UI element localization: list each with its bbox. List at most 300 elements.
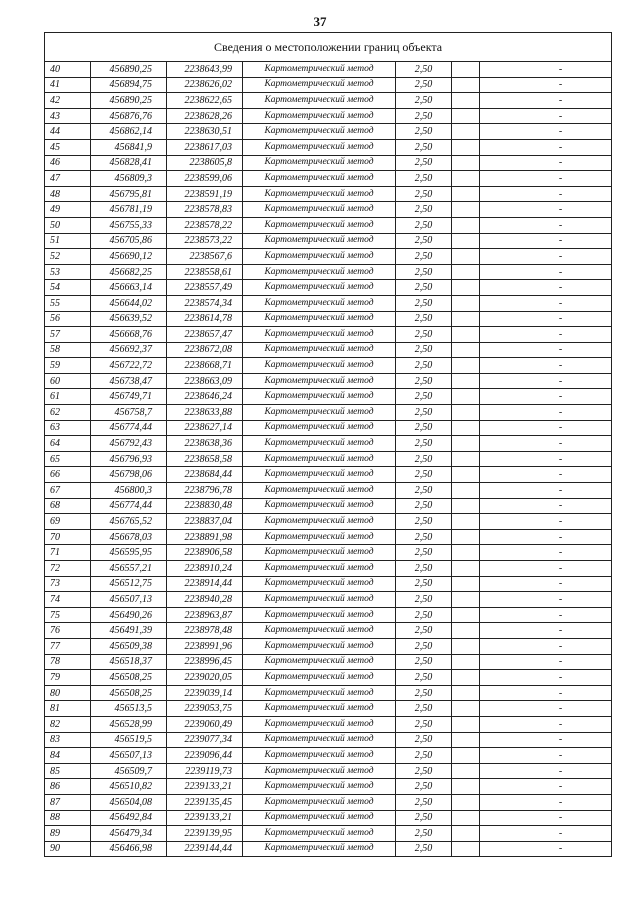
table-row [45,561,612,577]
method-cell: Картометрический метод [243,810,396,826]
table-row [45,295,612,311]
x-coordinate-cell: 456890,25 [91,93,167,109]
x-coordinate-cell: 456490,26 [91,607,167,623]
note-cell: - [480,405,612,421]
point-number-cell: 86 [45,779,91,795]
method-cell: Картометрический метод [243,171,396,187]
note-cell: - [480,451,612,467]
point-number-cell: 71 [45,545,91,561]
table-row [45,155,612,171]
method-cell: Картометрический метод [243,592,396,608]
method-cell: Картометрический метод [243,202,396,218]
empty-cell [452,62,480,78]
accuracy-cell: 2,50 [396,217,452,233]
table-row [45,93,612,109]
accuracy-cell: 2,50 [396,529,452,545]
method-cell: Картометрический метод [243,342,396,358]
method-cell: Картометрический метод [243,514,396,530]
note-cell: - [480,561,612,577]
method-cell: Картометрический метод [243,763,396,779]
empty-cell [452,217,480,233]
y-coordinate-cell: 2238914,44 [167,576,243,592]
y-coordinate-cell: 2238668,71 [167,358,243,374]
y-coordinate-cell: 2238622,65 [167,93,243,109]
x-coordinate-cell: 456890,25 [91,62,167,78]
empty-cell [452,389,480,405]
note-cell: - [480,139,612,155]
y-coordinate-cell: 2238605,8 [167,155,243,171]
note-cell: - [480,311,612,327]
table-row [45,420,612,436]
y-coordinate-cell: 2239060,49 [167,716,243,732]
method-cell: Картометрический метод [243,405,396,421]
note-cell: - [480,295,612,311]
x-coordinate-cell: 456513,5 [91,701,167,717]
table-row [45,186,612,202]
y-coordinate-cell: 2238574,34 [167,295,243,311]
y-coordinate-cell: 2238633,88 [167,405,243,421]
point-number-cell: 62 [45,405,91,421]
point-number-cell: 42 [45,93,91,109]
note-cell: - [480,763,612,779]
y-coordinate-cell: 2238978,48 [167,623,243,639]
method-cell: Картометрический метод [243,841,396,857]
note-cell: - [480,108,612,124]
x-coordinate-cell: 456682,25 [91,264,167,280]
note-cell: - [480,670,612,686]
y-coordinate-cell: 2238617,03 [167,139,243,155]
empty-cell [452,93,480,109]
x-coordinate-cell: 456841,9 [91,139,167,155]
x-coordinate-cell: 456519,5 [91,732,167,748]
method-cell: Картометрический метод [243,576,396,592]
x-coordinate-cell: 456508,25 [91,670,167,686]
empty-cell [452,561,480,577]
x-coordinate-cell: 456512,75 [91,576,167,592]
method-cell: Картометрический метод [243,62,396,78]
table-row [45,623,612,639]
table-body [45,62,612,857]
x-coordinate-cell: 456509,7 [91,763,167,779]
accuracy-cell: 2,50 [396,108,452,124]
note-cell: - [480,249,612,265]
note-cell: - [480,93,612,109]
note-cell: - [480,514,612,530]
table-row [45,264,612,280]
accuracy-cell: 2,50 [396,607,452,623]
x-coordinate-cell: 456507,13 [91,748,167,764]
empty-cell [452,794,480,810]
accuracy-cell: 2,50 [396,233,452,249]
point-number-cell: 43 [45,108,91,124]
x-coordinate-cell: 456796,93 [91,451,167,467]
point-number-cell: 90 [45,841,91,857]
point-number-cell: 67 [45,483,91,499]
empty-cell [452,327,480,343]
note-cell: - [480,607,612,623]
method-cell: Картометрический метод [243,701,396,717]
page-number: 37 [313,14,327,29]
empty-cell [452,514,480,530]
empty-cell [452,249,480,265]
x-coordinate-cell: 456504,08 [91,794,167,810]
table-row [45,233,612,249]
method-cell: Картометрический метод [243,732,396,748]
accuracy-cell: 2,50 [396,77,452,93]
point-number-cell: 41 [45,77,91,93]
accuracy-cell: 2,50 [396,794,452,810]
accuracy-cell: 2,50 [396,358,452,374]
empty-cell [452,638,480,654]
accuracy-cell: 2,50 [396,638,452,654]
x-coordinate-cell: 456798,06 [91,467,167,483]
method-cell: Картометрический метод [243,124,396,140]
empty-cell [452,592,480,608]
empty-cell [452,373,480,389]
method-cell: Картометрический метод [243,420,396,436]
note-cell: - [480,794,612,810]
y-coordinate-cell: 2239077,34 [167,732,243,748]
y-coordinate-cell: 2238558,61 [167,264,243,280]
y-coordinate-cell: 2238599,06 [167,171,243,187]
method-cell: Картометрический метод [243,93,396,109]
note-cell: - [480,716,612,732]
method-cell: Картометрический метод [243,264,396,280]
x-coordinate-cell: 456876,76 [91,108,167,124]
table-row [45,826,612,842]
empty-cell [452,124,480,140]
accuracy-cell: 2,50 [396,685,452,701]
y-coordinate-cell: 2239039,14 [167,685,243,701]
x-coordinate-cell: 456491,39 [91,623,167,639]
empty-cell [452,77,480,93]
table-row [45,77,612,93]
y-coordinate-cell: 2238557,49 [167,280,243,296]
accuracy-cell: 2,50 [396,342,452,358]
x-coordinate-cell: 456722,72 [91,358,167,374]
y-coordinate-cell: 2238573,22 [167,233,243,249]
point-number-cell: 70 [45,529,91,545]
y-coordinate-cell: 2238910,24 [167,561,243,577]
table-row [45,514,612,530]
point-number-cell: 45 [45,139,91,155]
accuracy-cell: 2,50 [396,748,452,764]
point-number-cell: 55 [45,295,91,311]
empty-cell [452,732,480,748]
point-number-cell: 76 [45,623,91,639]
y-coordinate-cell: 2238614,78 [167,311,243,327]
x-coordinate-cell: 456690,12 [91,249,167,265]
accuracy-cell: 2,50 [396,483,452,499]
empty-cell [452,280,480,296]
accuracy-cell: 2,50 [396,545,452,561]
point-number-cell: 79 [45,670,91,686]
table-row [45,249,612,265]
point-number-cell: 69 [45,514,91,530]
x-coordinate-cell: 456800,3 [91,483,167,499]
accuracy-cell: 2,50 [396,93,452,109]
note-cell: - [480,592,612,608]
y-coordinate-cell: 2238657,47 [167,327,243,343]
table-row [45,779,612,795]
x-coordinate-cell: 456663,14 [91,280,167,296]
y-coordinate-cell: 2238643,99 [167,62,243,78]
accuracy-cell: 2,50 [396,202,452,218]
note-cell: - [480,217,612,233]
x-coordinate-cell: 456738,47 [91,373,167,389]
empty-cell [452,139,480,155]
table-row [45,62,612,78]
method-cell: Картометрический метод [243,638,396,654]
accuracy-cell: 2,50 [396,139,452,155]
empty-cell [452,841,480,857]
method-cell: Картометрический метод [243,295,396,311]
accuracy-cell: 2,50 [396,186,452,202]
boundary-coordinates-table [44,32,612,857]
method-cell: Картометрический метод [243,77,396,93]
y-coordinate-cell: 2238578,83 [167,202,243,218]
y-coordinate-cell: 2239144,44 [167,841,243,857]
point-number-cell: 85 [45,763,91,779]
table-row [45,171,612,187]
table-row [45,607,612,623]
table-row [45,529,612,545]
empty-cell [452,763,480,779]
y-coordinate-cell: 2239119,73 [167,763,243,779]
table-row [45,794,612,810]
accuracy-cell: 2,50 [396,763,452,779]
x-coordinate-cell: 456774,44 [91,420,167,436]
empty-cell [452,467,480,483]
table-row [45,467,612,483]
empty-cell [452,451,480,467]
point-number-cell: 83 [45,732,91,748]
table-row [45,576,612,592]
accuracy-cell: 2,50 [396,280,452,296]
method-cell: Картометрический метод [243,826,396,842]
point-number-cell: 73 [45,576,91,592]
method-cell: Картометрический метод [243,483,396,499]
x-coordinate-cell: 456792,43 [91,436,167,452]
method-cell: Картометрический метод [243,436,396,452]
method-cell: Картометрический метод [243,561,396,577]
note-cell: - [480,732,612,748]
y-coordinate-cell: 2239133,21 [167,779,243,795]
point-number-cell: 51 [45,233,91,249]
point-number-cell: 74 [45,592,91,608]
point-number-cell: 64 [45,436,91,452]
note-cell: - [480,498,612,514]
point-number-cell: 52 [45,249,91,265]
note-cell: - [480,685,612,701]
y-coordinate-cell: 2238672,08 [167,342,243,358]
method-cell: Картометрический метод [243,451,396,467]
note-cell: - [480,186,612,202]
method-cell: Картометрический метод [243,389,396,405]
accuracy-cell: 2,50 [396,171,452,187]
x-coordinate-cell: 456795,81 [91,186,167,202]
accuracy-cell: 2,50 [396,311,452,327]
table-row [45,841,612,857]
note-cell: - [480,358,612,374]
empty-cell [452,108,480,124]
y-coordinate-cell: 2239133,21 [167,810,243,826]
table-row [45,763,612,779]
empty-cell [452,545,480,561]
note-cell: - [480,420,612,436]
method-cell: Картометрический метод [243,280,396,296]
y-coordinate-cell: 2238906,58 [167,545,243,561]
point-number-cell: 47 [45,171,91,187]
method-cell: Картометрический метод [243,779,396,795]
note-cell: - [480,545,612,561]
accuracy-cell: 2,50 [396,623,452,639]
point-number-cell: 50 [45,217,91,233]
x-coordinate-cell: 456466,98 [91,841,167,857]
accuracy-cell: 2,50 [396,732,452,748]
point-number-cell: 78 [45,654,91,670]
accuracy-cell: 2,50 [396,514,452,530]
y-coordinate-cell: 2238684,44 [167,467,243,483]
empty-cell [452,342,480,358]
table-title: Сведения о местоположении границ объекта [45,33,612,62]
table-row [45,483,612,499]
x-coordinate-cell: 456510,82 [91,779,167,795]
empty-cell [452,202,480,218]
y-coordinate-cell: 2238837,04 [167,514,243,530]
table-row [45,108,612,124]
accuracy-cell: 2,50 [396,62,452,78]
empty-cell [452,171,480,187]
y-coordinate-cell: 2239020,05 [167,670,243,686]
y-coordinate-cell: 2239053,75 [167,701,243,717]
note-cell: - [480,327,612,343]
note-cell: - [480,389,612,405]
accuracy-cell: 2,50 [396,670,452,686]
note-cell: - [480,124,612,140]
table-row [45,592,612,608]
x-coordinate-cell: 456479,34 [91,826,167,842]
accuracy-cell: 2,50 [396,498,452,514]
method-cell: Картометрический метод [243,623,396,639]
empty-cell [452,420,480,436]
table-row [45,327,612,343]
empty-cell [452,701,480,717]
point-number-cell: 82 [45,716,91,732]
method-cell: Картометрический метод [243,249,396,265]
y-coordinate-cell: 2239135,45 [167,794,243,810]
point-number-cell: 40 [45,62,91,78]
table-row [45,498,612,514]
table-row [45,638,612,654]
table-row [45,716,612,732]
accuracy-cell: 2,50 [396,467,452,483]
method-cell: Картометрический метод [243,545,396,561]
y-coordinate-cell: 2238996,45 [167,654,243,670]
accuracy-cell: 2,50 [396,561,452,577]
table-row [45,701,612,717]
method-cell: Картометрический метод [243,748,396,764]
empty-cell [452,358,480,374]
empty-cell [452,436,480,452]
y-coordinate-cell: 2238963,87 [167,607,243,623]
table-row [45,139,612,155]
x-coordinate-cell: 456749,71 [91,389,167,405]
point-number-cell: 44 [45,124,91,140]
x-coordinate-cell: 456765,52 [91,514,167,530]
point-number-cell: 56 [45,311,91,327]
y-coordinate-cell: 2238891,98 [167,529,243,545]
x-coordinate-cell: 456758,7 [91,405,167,421]
empty-cell [452,716,480,732]
point-number-cell: 77 [45,638,91,654]
accuracy-cell: 2,50 [396,451,452,467]
note-cell: - [480,483,612,499]
note-cell: - [480,77,612,93]
note-cell: - [480,342,612,358]
table-row [45,732,612,748]
note-cell: - [480,748,612,764]
accuracy-cell: 2,50 [396,826,452,842]
empty-cell [452,607,480,623]
empty-cell [452,623,480,639]
point-number-cell: 53 [45,264,91,280]
note-cell: - [480,373,612,389]
point-number-cell: 80 [45,685,91,701]
empty-cell [452,186,480,202]
note-cell: - [480,467,612,483]
note-cell: - [480,233,612,249]
accuracy-cell: 2,50 [396,436,452,452]
point-number-cell: 57 [45,327,91,343]
x-coordinate-cell: 456828,41 [91,155,167,171]
method-cell: Картометрический метод [243,716,396,732]
note-cell: - [480,779,612,795]
point-number-cell: 59 [45,358,91,374]
table-row [45,451,612,467]
x-coordinate-cell: 456755,33 [91,217,167,233]
x-coordinate-cell: 456595,95 [91,545,167,561]
empty-cell [452,810,480,826]
y-coordinate-cell: 2238626,02 [167,77,243,93]
empty-cell [452,233,480,249]
y-coordinate-cell: 2238646,24 [167,389,243,405]
table-row [45,373,612,389]
point-number-cell: 84 [45,748,91,764]
accuracy-cell: 2,50 [396,592,452,608]
x-coordinate-cell: 456508,25 [91,685,167,701]
point-number-cell: 46 [45,155,91,171]
y-coordinate-cell: 2239096,44 [167,748,243,764]
note-cell: - [480,623,612,639]
method-cell: Картометрический метод [243,498,396,514]
method-cell: Картометрический метод [243,186,396,202]
x-coordinate-cell: 456705,86 [91,233,167,249]
table-row [45,654,612,670]
method-cell: Картометрический метод [243,373,396,389]
y-coordinate-cell: 2238630,51 [167,124,243,140]
y-coordinate-cell: 2238658,58 [167,451,243,467]
table-row [45,748,612,764]
method-cell: Картометрический метод [243,529,396,545]
empty-cell [452,748,480,764]
x-coordinate-cell: 456507,13 [91,592,167,608]
x-coordinate-cell: 456809,3 [91,171,167,187]
point-number-cell: 68 [45,498,91,514]
method-cell: Картометрический метод [243,233,396,249]
point-number-cell: 66 [45,467,91,483]
accuracy-cell: 2,50 [396,654,452,670]
